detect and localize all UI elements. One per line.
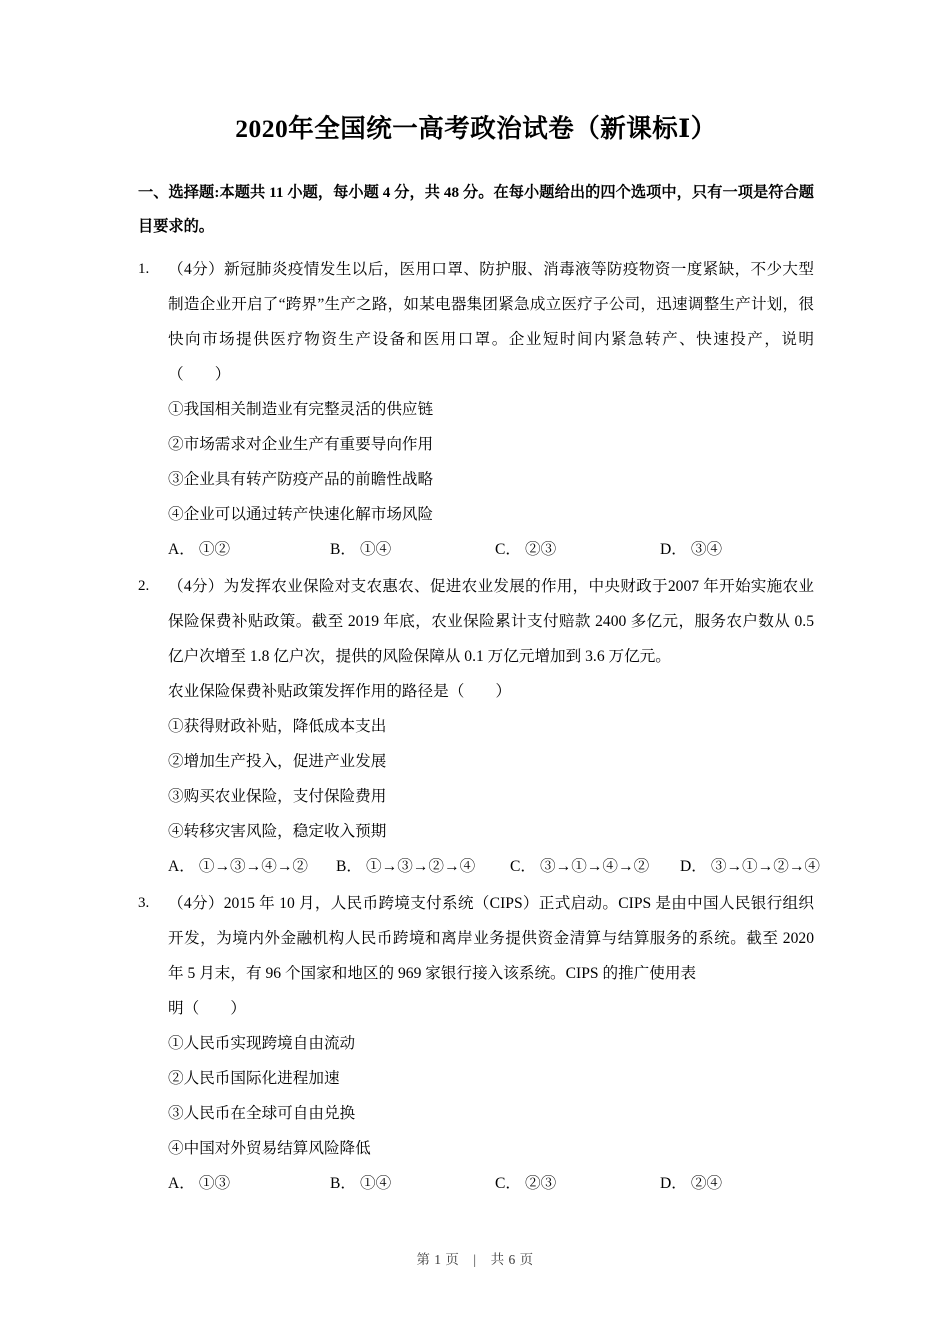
option-letter: A．	[168, 858, 195, 876]
page-title: 2020年全国统一高考政治试卷（新课标Ⅰ）	[235, 114, 717, 143]
answer-option-a[interactable]	[168, 1166, 230, 1201]
answer-option-d[interactable]	[680, 849, 820, 884]
option-letter: C．	[495, 1175, 521, 1193]
statement-item: ④中国对外贸易结算风险降低	[168, 1140, 371, 1158]
statement-item: ②人民币国际化进程加速	[168, 1070, 340, 1088]
option-letter: C．	[510, 858, 536, 876]
option-text: ③④	[690, 541, 723, 559]
option-text: ①③	[198, 1175, 231, 1193]
statement-item: ③企业具有转产防疫产品的前瞻性战略	[168, 471, 434, 489]
option-letter: B．	[330, 541, 356, 559]
option-letter: B．	[330, 1175, 356, 1193]
statement-item: ①人民币实现跨境自由流动	[168, 1035, 356, 1053]
question-number: 2.	[138, 578, 150, 595]
option-letter: D．	[660, 541, 687, 559]
option-text: ③→①→②→④	[710, 858, 821, 876]
option-text: ②③	[525, 1175, 557, 1193]
answer-option-c[interactable]	[495, 1166, 556, 1201]
option-text: ①④	[360, 541, 392, 559]
statement-item: ④企业可以通过转产快速化解市场风险	[168, 506, 434, 524]
option-letter: D．	[680, 858, 707, 876]
answer-option-b[interactable]	[330, 532, 391, 567]
question-prompt: 农业保险保费补贴政策发挥作用的路径是（ ）	[168, 683, 512, 701]
option-text: ②③	[525, 541, 557, 559]
answer-option-d[interactable]	[660, 1166, 722, 1201]
option-text: ①④	[360, 1175, 392, 1193]
question-3	[138, 886, 814, 1201]
answer-option-c[interactable]	[510, 849, 649, 884]
answer-option-b[interactable]	[330, 1166, 391, 1201]
option-text: ②④	[690, 1175, 723, 1193]
statement-item: ①获得财政补贴，降低成本支出	[168, 718, 387, 736]
answer-options	[168, 1166, 814, 1201]
question-text: （4分）新冠肺炎疫情发生以后，医用口罩、防护服、消毒液等防疫物资一度紧缺，不少大型制造企业开启了“跨界”生产之路，如某电器集团紧急成立医疗子公司，迅速调整生产计划，很快向市场提供医疗物资生产设备和医用口罩。企业短时间内紧急转产、快速投产，说明（ ）	[168, 261, 814, 384]
statement-list	[168, 709, 814, 849]
option-text: ①→③→②→④	[366, 858, 476, 876]
section-heading: 一、选择题:本题共 11 小题，每小题 4 分，共 48 分。在每小题给出的四个选项中，只有一项是符合题目要求的。	[138, 184, 814, 236]
question-number: 1.	[138, 261, 150, 278]
statement-item: ③购买农业保险，支付保险费用	[168, 788, 387, 806]
option-letter: B．	[336, 858, 362, 876]
statement-item: ①我国相关制造业有完整灵活的供应链	[168, 401, 434, 419]
question-text: （4分）2015 年 10 月，人民币跨境支付系统（CIPS）正式启动。CIPS 是由中国人民银行组织开发，为境内外金融机构人民币跨境和离岸业务提供资金清算与结算服务的系统。截至 2020 年 5 月末，有 96 个国家和地区的 969 家银行接入该系统。CIPS 的推广使用表	[168, 895, 814, 983]
statement-list	[168, 1026, 814, 1166]
option-letter: D．	[660, 1175, 687, 1193]
answer-option-a[interactable]	[168, 532, 230, 567]
option-letter: A．	[168, 541, 195, 559]
answer-options	[168, 849, 821, 884]
option-text: ①→③→④→②	[198, 858, 309, 876]
question-text: （4分）为发挥农业保险对支农惠农、促进农业发展的作用，中央财政于2007 年开始实施农业保险保费补贴政策。截至 2019 年底，农业保险累计支付赔款 2400 多亿元，服务农户数从 0.5 亿户次增至 1.8 亿户次，提供的风险保障从 0.1 万亿元增加到 3.6 万亿元。	[168, 578, 814, 666]
page-footer: 第 1 页 | 共 6 页	[416, 1252, 534, 1267]
answer-option-c[interactable]	[495, 532, 556, 567]
answer-option-b[interactable]	[336, 849, 475, 884]
question-1	[138, 252, 814, 567]
answer-options	[168, 532, 814, 567]
statement-item: ②增加生产投入，促进产业发展	[168, 753, 387, 771]
statement-item: ④转移灾害风险，稳定收入预期	[168, 823, 387, 841]
statement-list	[168, 392, 814, 532]
statement-item: ②市场需求对企业生产有重要导向作用	[168, 436, 434, 454]
option-text: ③→①→④→②	[540, 858, 650, 876]
option-letter: C．	[495, 541, 521, 559]
question-prompt: 明（ ）	[168, 1000, 246, 1018]
statement-item: ③人民币在全球可自由兑换	[168, 1105, 356, 1123]
page-content	[138, 112, 821, 1203]
answer-option-d[interactable]	[660, 532, 722, 567]
option-text: ①②	[198, 541, 231, 559]
question-number: 3.	[138, 895, 150, 912]
option-letter: A．	[168, 1175, 195, 1193]
question-2	[138, 569, 821, 884]
answer-option-a[interactable]	[168, 849, 308, 884]
